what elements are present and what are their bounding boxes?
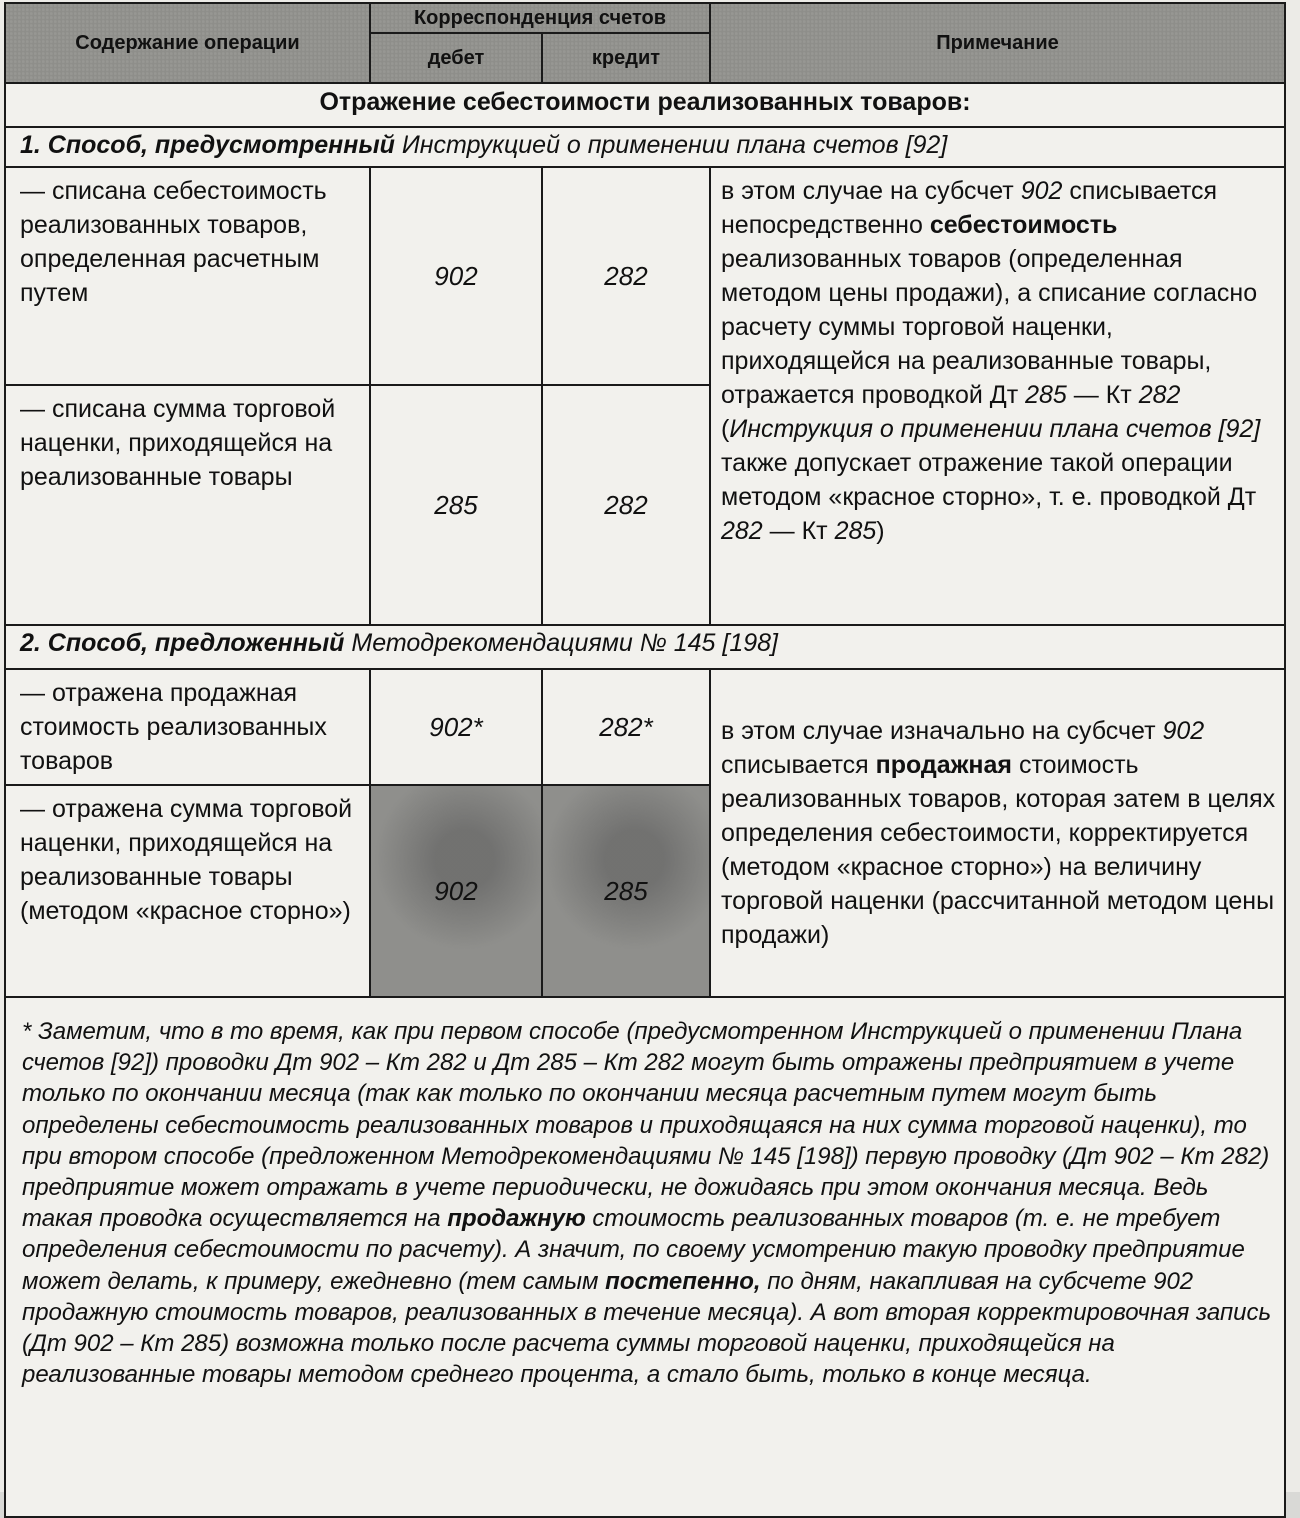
note1-account: 282 — [721, 517, 763, 545]
note1-account: 282 — [1138, 381, 1181, 409]
note1-text: реализованных товаров (определенная методом цены продажи), а списание согласно расчету суммы торговой наценки, приходящейся на реализованные товары, отражается проводкой Дт — [721, 245, 1258, 409]
header-correspondence: Корреспонденция счетов — [370, 3, 710, 33]
method2-entry1-credit: 282* — [542, 669, 710, 785]
header-debit: дебет — [370, 33, 542, 83]
note1-text: ( — [721, 415, 730, 443]
note2-text: стоимость реализованных товаров, которая затем в целях определения себестоимости, корректируется (методом «красное сторно») на величину торговой наценки (рассчитанной методом цены продажи) — [721, 751, 1276, 949]
footnote-emphasis: постепенно, — [605, 1267, 761, 1295]
note1-text: также допускает отражение такой операции методом «красное сторно», т. е. проводкой Дт — [721, 449, 1257, 511]
note1-text: в этом случае на субсчет — [721, 177, 1021, 205]
footnote-text: * Заметим, что в то время, как при первом способе (предусмотренном Инструкцией о применении Плана счетов [92]) проводки Дт 902 – Кт 282 и Дт 285 – Кт 282 могут быть отражены предприятием в учете только по окончании месяца (так как только по окончании месяца расчетным путем могут быть определены себестоимость реализованных товаров и приходящаяся на них сумма торговой наценки), то при втором способе (предложенном Методрекомендациями № 145 [198]) первую проводку (Дт 902 – Кт 282) предприятие может отражать в учете периодически, не дожидаясь при этом окончания месяца. Ведь такая проводка осуществляется на — [22, 1018, 1270, 1233]
footnote-text: стоимость реализованных товаров (т. е. не требует определения себестоимости по расчету). А значит, по своему усмотрению такую проводку предприятие может делать, к примеру, ежедневно (тем самым — [22, 1205, 1245, 1295]
method1-entry2-operation: — списана сумма торговой наценки, приходящейся на реализованные товары — [5, 385, 370, 625]
method2-note — [710, 669, 1285, 997]
method1-entry1-credit: 282 — [542, 167, 710, 385]
method1-note — [710, 167, 1285, 625]
note1-reference: Инструкция о применении плана счетов [92] — [729, 415, 1261, 443]
accounting-table — [4, 2, 1286, 1518]
note1-text: — Кт — [1066, 381, 1139, 409]
note1-account: 285 — [1025, 381, 1067, 409]
footnote-emphasis: продажную — [447, 1205, 586, 1233]
note1-text: ) — [876, 517, 885, 545]
note1-account: 902 — [1020, 177, 1063, 205]
method2-entry1-debit: 902* — [370, 669, 542, 785]
footnote — [5, 997, 1285, 1517]
method1-entry1-debit: 902 — [370, 167, 542, 385]
method2-entry1-operation: — отражена продажная стоимость реализованных товаров — [5, 669, 370, 785]
header-note: Примечание — [710, 3, 1285, 83]
method2-entry2-credit: 285 — [542, 785, 710, 997]
method1-entry2-credit: 282 — [542, 385, 710, 625]
method2-entry2-debit: 902 — [370, 785, 542, 997]
header-credit: кредит — [542, 33, 710, 83]
section-title: Отражение себестоимости реализованных товаров: — [5, 83, 1285, 127]
method2-title-bold: 2. Способ, предложенный — [20, 629, 345, 657]
method1-title-rest: Инструкцией о применении плана счетов [92] — [394, 131, 948, 159]
note1-text: списывается непосредственно — [721, 177, 1218, 239]
note1-emphasis: себестоимость — [929, 211, 1118, 239]
method2-entry2-operation: — отражена сумма торговой наценки, приходящейся на реализованные товары (методом «красное сторно») — [5, 785, 370, 997]
footnote-text: по дням, накапливая на субсчете 902 продажную стоимость товаров, реализованных в течение месяца). А вот вторая корректировочная запись (Дт 902 – Кт 285) возможна только после расчета суммы торговой наценки, приходящейся на реализованные товары методом среднего процента, а стало быть, только в конце месяца. — [22, 1267, 1272, 1389]
note2-text: в этом случае изначально на субсчет — [721, 717, 1163, 745]
note2-text: списывается — [721, 751, 876, 779]
note2-emphasis: продажная — [875, 751, 1013, 779]
method1-entry2-debit: 285 — [370, 385, 542, 625]
method2-title-rest: Методрекомендациями № 145 [198] — [344, 629, 778, 657]
note1-text: — Кт — [762, 517, 835, 545]
method1-title-bold: 1. Способ, предусмотренный — [20, 131, 395, 159]
method1-title — [5, 127, 1285, 167]
note2-account: 902 — [1162, 717, 1205, 745]
method1-entry1-operation: — списана себестоимость реализованных товаров, определенная расчетным путем — [5, 167, 370, 385]
method2-title — [5, 625, 1285, 669]
header-operation: Содержание операции — [5, 3, 370, 83]
note1-account: 285 — [834, 517, 877, 545]
